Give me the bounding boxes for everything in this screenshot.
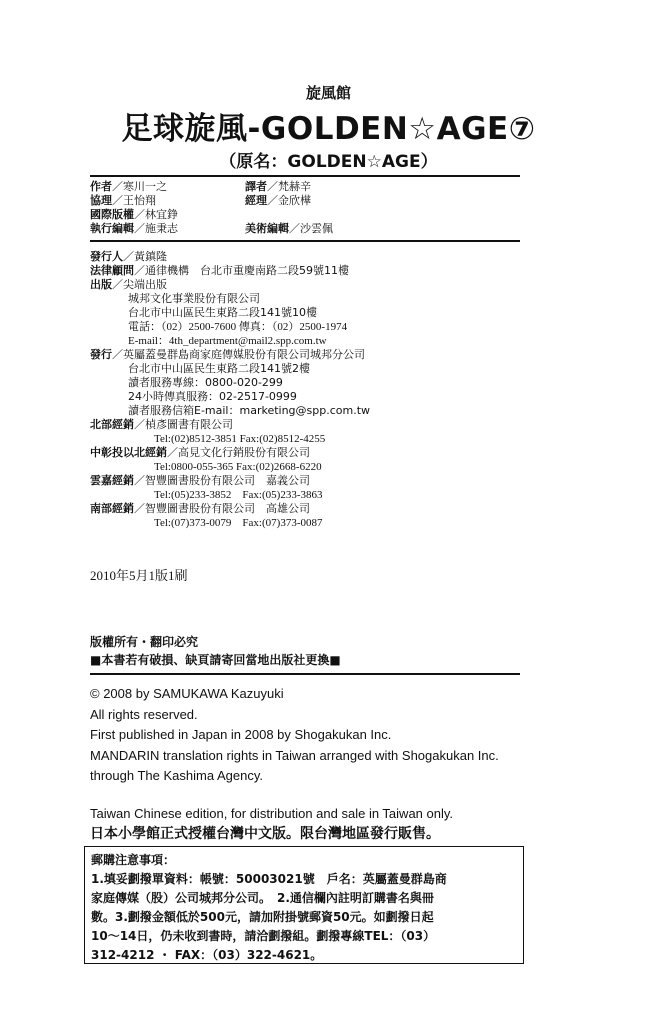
credit-name: 沙雲佩 [300,222,333,235]
credit-role: 美術編輯 [245,222,289,235]
pub-service-line: 讀者服務專線：0800-020-299 [128,376,283,389]
credit-art-editor: 美術編輯／沙雲佩 [245,222,333,235]
pub-phone-fax: 電話：（02）2500-7600 傳真：（02）2500-1974 [128,321,348,333]
pub-legal-counsel: 法律顧問／通律機構 台北市重慶南路二段59號11樓 [90,264,349,277]
credit-associate-manager: 協理／王怡翔 [90,194,156,207]
credit-name: 梵赫辛 [278,180,311,193]
pub-publisher: 發行人／黃鎮隆 [90,250,167,263]
pub-company: 城邦文化事業股份有限公司 [128,292,260,305]
mail-order-heading: 郵購注意事項： [91,853,176,867]
pub-email: E-mail：4th_department@mail2.spp.com.tw [128,335,327,347]
credit-name: 施秉志 [145,222,178,235]
pub-north-contact: Tel:(02)8512-3851 Fax:(02)8512-4255 [154,433,326,445]
pub-address: 台北市中山區民生東路二段141號10樓 [128,306,317,319]
mail-order-line: 1.填妥劃撥單資料：帳號：50003021號 戶名：英屬蓋曼群島商 [91,872,447,886]
series-label: 旋風館 [305,84,351,102]
agency-line: through The Kashima Agency. [90,768,263,783]
credit-role: 國際版權 [90,208,134,221]
divider-bottom [90,673,520,675]
credit-author: 作者／寒川一之 [90,180,167,193]
edition-date: 2010年5月1版1刷 [90,568,188,583]
first-published-line: First published in Japan in 2008 by Shogakukan Inc. [90,727,392,742]
credit-name: 王怡翔 [123,194,156,207]
pub-fax-service: 24小時傳真服務：02-2517-0999 [128,390,297,403]
credit-role: 作者 [90,180,112,193]
mail-order-line: 家庭傳媒（股）公司城邦分公司。 2.通信欄內註明訂購書名與冊 [91,891,434,905]
pub-service-email: 讀者服務信箱E-mail：marketing@spp.com.tw [128,404,371,417]
pub-distributor-address: 台北市中山區民生東路二段141號2樓 [128,362,310,375]
pub-south-distributor: 南部經銷／智豐圖書股份有限公司 高雄公司 [90,502,310,515]
pub-publishing-house: 出版／尖端出版 [90,278,167,291]
mail-order-notice [84,846,524,964]
divider-top [90,175,520,177]
damage-notice: ■本書若有破損、缺頁請寄回當地出版社更換■ [90,653,341,667]
distribution-english: Taiwan Chinese edition, for distribution and sale in Taiwan only. [90,806,454,821]
distribution-chinese: 日本小學館正式授權台灣中文版。限台灣地區發行販售。 [90,826,440,842]
pub-south-contact: Tel:(07)373-0079 Fax:(07)373-0087 [154,517,323,529]
divider-middle [90,240,520,242]
original-title: （原名：GOLDEN☆AGE） [219,152,438,172]
credit-role: 譯者 [245,180,267,193]
credit-manager: 經理／金欣樺 [245,194,311,207]
credit-international-rights: 國際版權／林宜錚 [90,208,178,221]
translation-rights-line: MANDARIN translation rights in Taiwan arranged with Shogakukan Inc. [90,747,499,763]
mail-order-line: 312-4212 ・ FAX：（03）322-4621。 [91,948,323,962]
pub-distributor: 發行／英屬蓋曼群島商家庭傳媒股份有限公司城邦分公司 [90,348,365,361]
rights-title: 版權所有・翻印必究 [90,635,199,649]
pub-central-distributor: 中彰投以北經銷／高見文化行銷股份有限公司 [90,446,310,459]
credit-name: 林宜錚 [145,208,178,221]
pub-chiayi-distributor: 雲嘉經銷／智豐圖書股份有限公司 嘉義公司 [90,474,310,487]
copyright-line: © 2008 by SAMUKAWA Kazuyuki [90,686,284,701]
rights-reserved-line: All rights reserved. [90,706,198,722]
english-copyright [90,684,499,787]
pub-chiayi-contact: Tel:(05)233-3852 Fax:(05)233-3863 [154,489,323,501]
pub-central-contact: Tel:0800-055-365 Fax:(02)2668-6220 [154,461,322,473]
mail-order-line: 10～14日，仍未收到書時，請洽劃撥組。劃撥專線TEL：（03） [91,929,436,943]
credit-translator: 譯者／梵赫辛 [245,180,311,193]
credit-role: 執行編輯 [90,222,134,235]
book-title: 足球旋風-GOLDEN☆AGE⑦ [121,111,536,147]
credit-executive-editor: 執行編輯／施秉志 [90,222,178,235]
credit-name: 寒川一之 [123,180,167,193]
publishing-info [90,250,370,530]
pub-north-distributor: 北部經銷／楨彥圖書有限公司 [90,418,233,431]
mail-order-line: 數。3.劃撥金額低於500元，請加附掛號郵資50元。如劃撥日起 [91,910,434,924]
credit-name: 金欣樺 [278,194,311,207]
credit-role: 經理 [245,194,267,207]
credit-role: 協理 [90,194,112,207]
